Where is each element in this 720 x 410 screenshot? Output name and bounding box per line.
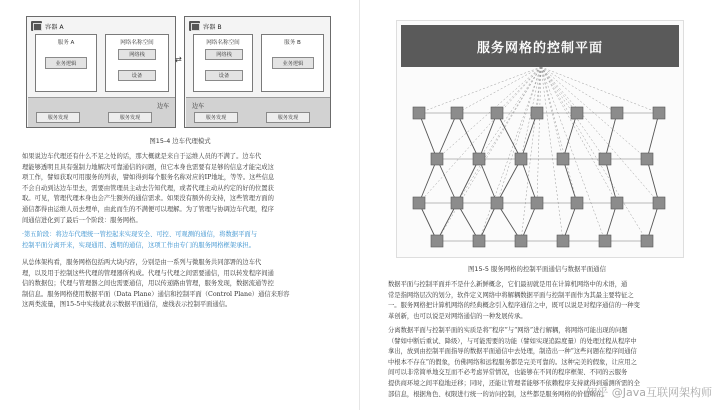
mesh-node: [653, 197, 665, 209]
mesh-node: [473, 235, 485, 247]
data-plane-link: [563, 113, 577, 159]
mesh-node: [611, 197, 623, 209]
mesh-node: [599, 235, 611, 247]
text-line: 间可以非常简单地交互而不必考虑异常情况，也能够在不同的程序框架、不同的云服务: [388, 369, 628, 377]
control-plane-link: [541, 67, 617, 113]
paragraph-planes-concept: [388, 280, 700, 322]
service-b-box: [261, 34, 324, 92]
data-plane-link: [457, 159, 479, 203]
biz-logic-b: 业务逻辑: [272, 57, 314, 69]
mesh-node: [413, 107, 425, 119]
container-icon: [31, 21, 42, 31]
text-line: （譬如中断后重试、降级），与可能需要的功能（譬如实现追踪度量）的处理过程从程序中: [388, 337, 637, 345]
text-line: 一。服务网格把计算机网络的经典概念引入程序通信之中，既可以说是对程序通信的一种变: [388, 302, 640, 310]
data-plane-link: [521, 113, 537, 159]
sidecar-b: [186, 97, 330, 127]
service-b-label: 服务 B: [284, 40, 301, 46]
data-plane-link: [479, 113, 497, 159]
text-line: 理能够透明且具有强制力地解决可靠通信的问题，但它本身也需要有足够的信息才能完成这: [22, 163, 274, 171]
mesh-node: [641, 153, 653, 165]
watermark: 知乎 @Java互联网架构师: [586, 386, 712, 399]
mesh-node: [515, 235, 527, 247]
biz-logic-a: 业务逻辑: [45, 57, 87, 69]
sidecar-a-label: 边车: [156, 103, 169, 110]
mesh-node: [491, 107, 503, 119]
container-icon: [189, 21, 200, 31]
text-line: 项工作，譬如获取可用服务的列表，譬如得到每个服务名称对应的IP地址，等等。这些信息: [22, 174, 275, 182]
sidecar-a-item: 服务发现: [108, 112, 152, 123]
data-plane-link: [437, 159, 457, 203]
control-plane-link: [541, 67, 617, 203]
control-plane-link: [419, 67, 541, 113]
mesh-node: [653, 107, 665, 119]
data-plane-link: [605, 159, 617, 203]
text-line: 取。可见，管理代理本身也会产生额外的通信需求。如果没有额外的支持，这些管理方面的: [22, 195, 274, 203]
data-plane-link: [647, 159, 659, 203]
data-plane-link: [563, 159, 577, 203]
mesh-node: [473, 153, 485, 165]
right-page: [360, 0, 720, 410]
text-line: 从总体架构看，服务网格包括两大块内容，分别是由一系列与微服务共同部署的边车代: [22, 259, 262, 266]
data-plane-link: [605, 113, 617, 159]
text-line: 不会自动到达边车里去，需要由管理员主动去告知代理，或者代理主动从约定的好的位置获: [22, 184, 274, 192]
container-b: [184, 16, 331, 128]
container-a-header: [31, 20, 64, 32]
text-line: 制信息。服务网格使用数据平面（Data Plane）通信和控制平面（Control Plane）通信来形容: [22, 290, 290, 298]
mesh-node: [531, 197, 543, 209]
text-line: 部信息，根据角色、权限进行统一的访问控制，这些都是服务网格的价值所在。: [388, 390, 609, 398]
text-line: 这两类流量，图15-5中实线就表示数据平面通信，虚线表示控制平面通信。: [22, 301, 232, 309]
mesh-node: [557, 153, 569, 165]
text-line: 如果说边车代理还有什么不足之处的话，那大概就是来自于运维人员的不满了。边车代: [22, 153, 262, 160]
text-line: 通信都得由运维人员去埋单，由此而生的不满便可以理解。为了管理与协调边车代理，程序: [22, 205, 274, 213]
mesh-node: [557, 235, 569, 247]
text-line: 常是指网络层次的划分，软件定义网络中将解耦数据平面与控制平面作为其最主要特征之: [388, 291, 634, 299]
figure-caption-15-4: 图15-4 边车代理模式: [149, 137, 211, 145]
network-namespace-b: [193, 34, 253, 92]
data-plane-link: [497, 113, 521, 159]
stage-five-quote: [22, 230, 340, 251]
control-plane-link: [419, 67, 541, 203]
sidecar-b-label: 边车: [192, 103, 205, 110]
mesh-node: [413, 197, 425, 209]
control-plane-link: [541, 67, 577, 113]
quote-line: 控制平面分离开来，实现通用、透明的通信，这项工作由专门的服务网格框架承担。: [22, 241, 255, 249]
service-a-box: [35, 34, 97, 92]
container-a-label: 容器 A: [45, 23, 64, 31]
sidecar-a: [28, 97, 175, 127]
data-plane-link: [419, 113, 437, 159]
text-line: 革创新，也可以说是对网络通信的一种发展传承。: [388, 312, 527, 320]
control-plane-link: [541, 67, 577, 203]
control-plane-link: [497, 67, 541, 113]
text-line: 信的数据包；代理与管理器之间也需要通信，用以传递路由管理，服务发现，数据流通等控: [22, 280, 274, 288]
control-plane-link: [497, 67, 541, 203]
mesh-node: [641, 235, 653, 247]
data-plane-link: [419, 159, 437, 203]
figure-title: 服务网格的控制平面: [401, 25, 679, 67]
mesh-node: [611, 107, 623, 119]
text-line: 提供商环境之间平稳地迁移；同时，还能让管理者能够不依赖程序支持就得到遥测所需的全: [388, 379, 640, 387]
mesh-node: [451, 107, 463, 119]
sidecar-b-item: 服务发现: [194, 112, 238, 123]
control-plane-link: [541, 67, 659, 203]
text-line: 数据平面与控制平面并不是什么新鲜概念，它们最初就是用在计算机网络中的术语，通: [388, 281, 628, 288]
mesh-node: [431, 235, 443, 247]
network-stack-b: 网络栈: [205, 49, 243, 60]
container-b-label: 容器 B: [203, 23, 222, 31]
paragraph-architecture: [22, 258, 340, 311]
mesh-node: [491, 197, 503, 209]
text-line: 中根本不存在”的假象，仿佛网络和远程服务都是完美可靠的。这种完美的假象，让应用之: [388, 358, 637, 366]
network-namespace-a: [105, 34, 169, 92]
text-line: 分离数据平面与控制平面的实质是将“程序”与“网络”进行解耦，将网络可能出现的问题: [388, 327, 628, 334]
mesh-node: [451, 197, 463, 209]
service-a-label: 服务 A: [57, 40, 75, 46]
control-plane-link: [537, 67, 541, 113]
device-a: 设备: [118, 70, 156, 81]
text-line: 拿出，放到由控制平面指导的数据平面通信中去处理，制造出一种“这些问题在程序间通信: [388, 348, 637, 356]
mesh-node: [431, 153, 443, 165]
quote-line: ·第五阶段：将边车代理统一管控起来实现安全、可控、可观测的通信，将数据平面与: [22, 231, 257, 238]
mesh-node: [531, 107, 543, 119]
text-line: 理，以及用于控制这些代理的管理器所构成。代理与代理之间需要通信，用以转发程序间通: [22, 269, 274, 277]
figure-caption-15-5: 图15-5 服务网格的控制平面通信与数据平面通信: [468, 265, 606, 273]
sidecar-b-item: 服务发现: [266, 112, 310, 123]
control-plane-figure: [396, 20, 684, 258]
network-namespace-b-label: 网络名称空间: [206, 40, 240, 46]
text-line: 间通信进化到了最后一个阶段：服务网格。: [22, 216, 142, 224]
device-b: 设备: [205, 70, 243, 81]
mesh-node: [571, 107, 583, 119]
container-a: [26, 16, 176, 128]
mesh-node: [571, 197, 583, 209]
data-plane-link: [457, 113, 479, 159]
data-plane-link: [437, 113, 457, 159]
connector-arrow: ⇄: [175, 55, 182, 64]
network-namespace-a-label: 网络名称空间: [120, 40, 154, 46]
data-plane-link: [647, 113, 659, 159]
sidecar-a-item: 服务发现: [36, 112, 80, 123]
data-plane-link: [521, 159, 537, 203]
container-b-header: [189, 20, 222, 32]
mesh-node: [515, 153, 527, 165]
mesh-node: [599, 153, 611, 165]
control-plane-link: [457, 67, 541, 203]
network-stack-a: 网络栈: [118, 49, 156, 60]
data-plane-link: [479, 159, 497, 203]
sidecar-proxy-figure: [26, 16, 331, 128]
paragraph-sidecar-limits: [22, 152, 340, 226]
